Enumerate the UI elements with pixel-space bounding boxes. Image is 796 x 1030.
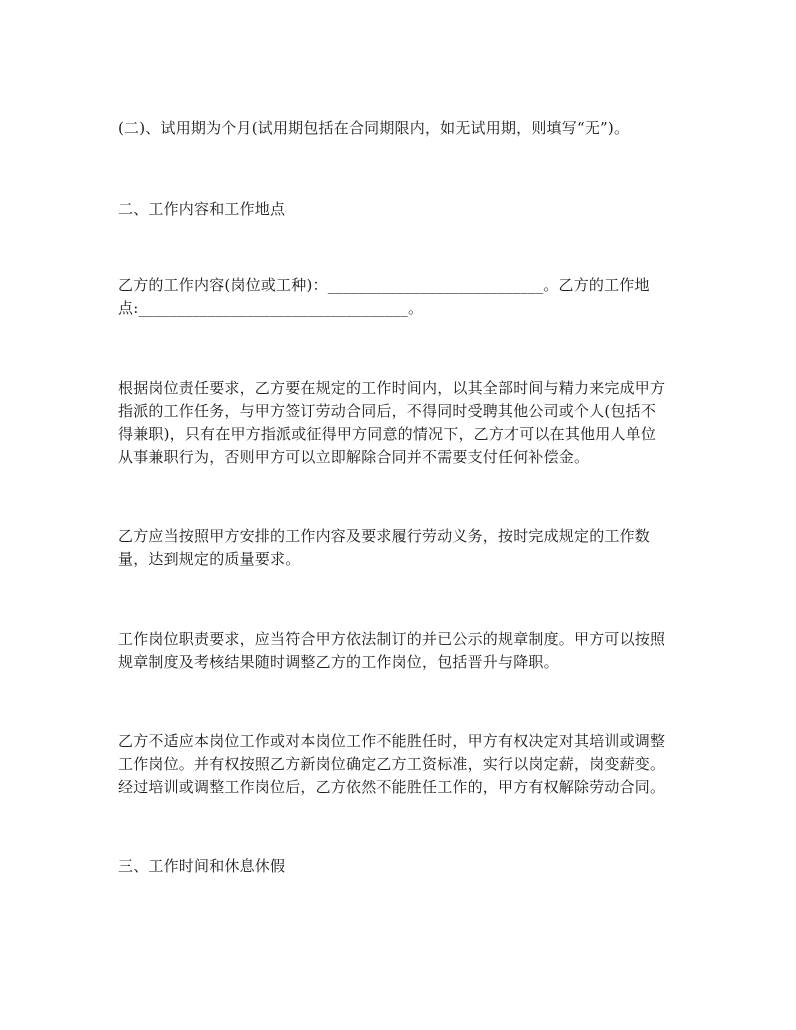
text-line: 规章制度及考核结果随时调整乙方的工作岗位，包括晋升与降职。 bbox=[118, 653, 559, 671]
text-line: 乙方应当按照甲方安排的工作内容及要求履行劳动义务，按时完成规定的工作数 bbox=[118, 527, 651, 545]
text-line: 得兼职)，只有在甲方指派或征得甲方同意的情况下，乙方才可以在其他用人单位 bbox=[118, 425, 657, 443]
text-line: 乙方不适应本岗位工作或对本岗位工作不能胜任时，甲方有权决定对其培训或调整 bbox=[118, 732, 666, 750]
text-line: 三、工作时间和休息休假 bbox=[118, 857, 286, 875]
text-line: 工作岗位职责要求，应当符合甲方依法制订的并已公示的规章制度。甲方可以按照 bbox=[118, 630, 666, 648]
text-line: 二、工作内容和工作地点 bbox=[118, 200, 286, 218]
text-line: 根据岗位责任要求，乙方要在规定的工作时间内，以其全部时间与精力来完成甲方 bbox=[118, 379, 666, 397]
work-content-paragraph bbox=[118, 274, 678, 320]
section-heading-work-hours bbox=[118, 855, 678, 878]
text-line: 工作岗位。并有权按照乙方新岗位确定乙方工资标准，实行以岗定薪，岗变薪变。 bbox=[118, 755, 666, 773]
probation-paragraph bbox=[118, 117, 678, 140]
text-line: (二)、试用期为个月(试用期包括在合同期限内，如无试用期，则填写“无”)。 bbox=[118, 119, 630, 137]
incompetence-paragraph bbox=[118, 730, 678, 799]
labor-obligation-paragraph bbox=[118, 525, 678, 571]
job-responsibility-paragraph bbox=[118, 377, 678, 469]
section-heading-work-content bbox=[118, 198, 678, 221]
text-line: 从事兼职行为，否则甲方可以立即解除合同并不需要支付任何补偿金。 bbox=[118, 448, 590, 466]
post-duty-paragraph bbox=[118, 628, 678, 674]
text-line: 点:___________________________________。 bbox=[118, 299, 424, 317]
text-line: 经过培训或调整工作岗位后，乙方依然不能胜任工作的，甲方有权解除劳动合同。 bbox=[118, 778, 666, 796]
text-line: 指派的工作任务，与甲方签订劳动合同后，不得同时受聘其他公司或个人(包括不 bbox=[118, 402, 657, 420]
text-line: 乙方的工作内容(岗位或工种)：____________________________。乙方的工作地 bbox=[118, 276, 650, 294]
text-line: 量，达到规定的质量要求。 bbox=[118, 550, 301, 568]
